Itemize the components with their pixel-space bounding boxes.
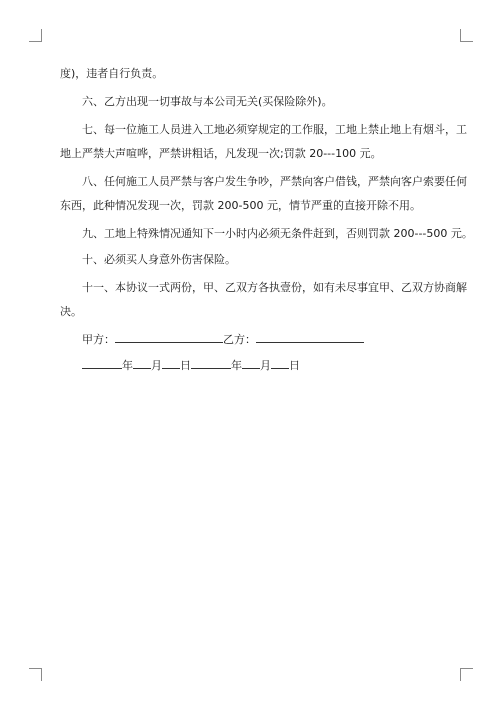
date-a-month-label: 月 [151,359,162,372]
clause-7-continued: 地上严禁大声喧哗，严禁讲粗话，凡发现一次;罚款 20---100 元。 [60,147,382,160]
date-b-month-label: 月 [260,359,271,372]
party-b-label: 乙方： [223,333,256,346]
party-b-signature-blank [256,329,364,343]
crop-mark-top-left [29,29,42,42]
clause-6: 六、乙方出现一切事故与本公司无关(买保险除外)。 [82,95,333,108]
date-a-day-blank [162,355,180,369]
date-b-day-blank [271,355,289,369]
clause-7: 七、每一位施工人员进入工地必须穿规定的工作服，工地上禁止地上有烟斗，工 [82,123,467,136]
text-line: 度)，违者自行负责。 [60,67,164,80]
clause-8-continued: 东西，此种情况发现一次，罚款 200-500 元，情节严重的直接开除不用。 [60,199,421,212]
clause-8: 八、任何施工人员严禁与客户发生争吵，严禁向客户借钱，严禁向客户索要任何 [82,175,467,188]
date-b-year-blank [191,355,231,369]
date-a-day-label: 日 [180,359,191,372]
clause-11: 十一、本协议一式两份，甲、乙双方各执壹份，如有未尽事宜甲、乙双方协商解 [82,281,467,294]
signature-date-line [82,354,300,378]
date-b-month-blank [242,355,260,369]
date-a-month-blank [133,355,151,369]
party-a-signature-blank [115,329,223,343]
crop-mark-bottom-left [29,668,42,681]
crop-mark-bottom-right [460,668,473,681]
clause-9: 九、工地上特殊情况通知下一小时内必须无条件赶到，否则罚款 200---500 元。 [82,227,473,240]
party-a-label: 甲方： [82,333,115,346]
clause-11-continued: 决。 [60,305,82,318]
crop-mark-top-right [460,29,473,42]
date-b-year-label: 年 [231,359,242,372]
signature-parties-line [82,328,364,352]
date-b-day-label: 日 [289,359,300,372]
clause-10: 十、必须买人身意外伤害保险。 [82,253,236,266]
date-a-year-blank [82,355,122,369]
date-a-year-label: 年 [122,359,133,372]
